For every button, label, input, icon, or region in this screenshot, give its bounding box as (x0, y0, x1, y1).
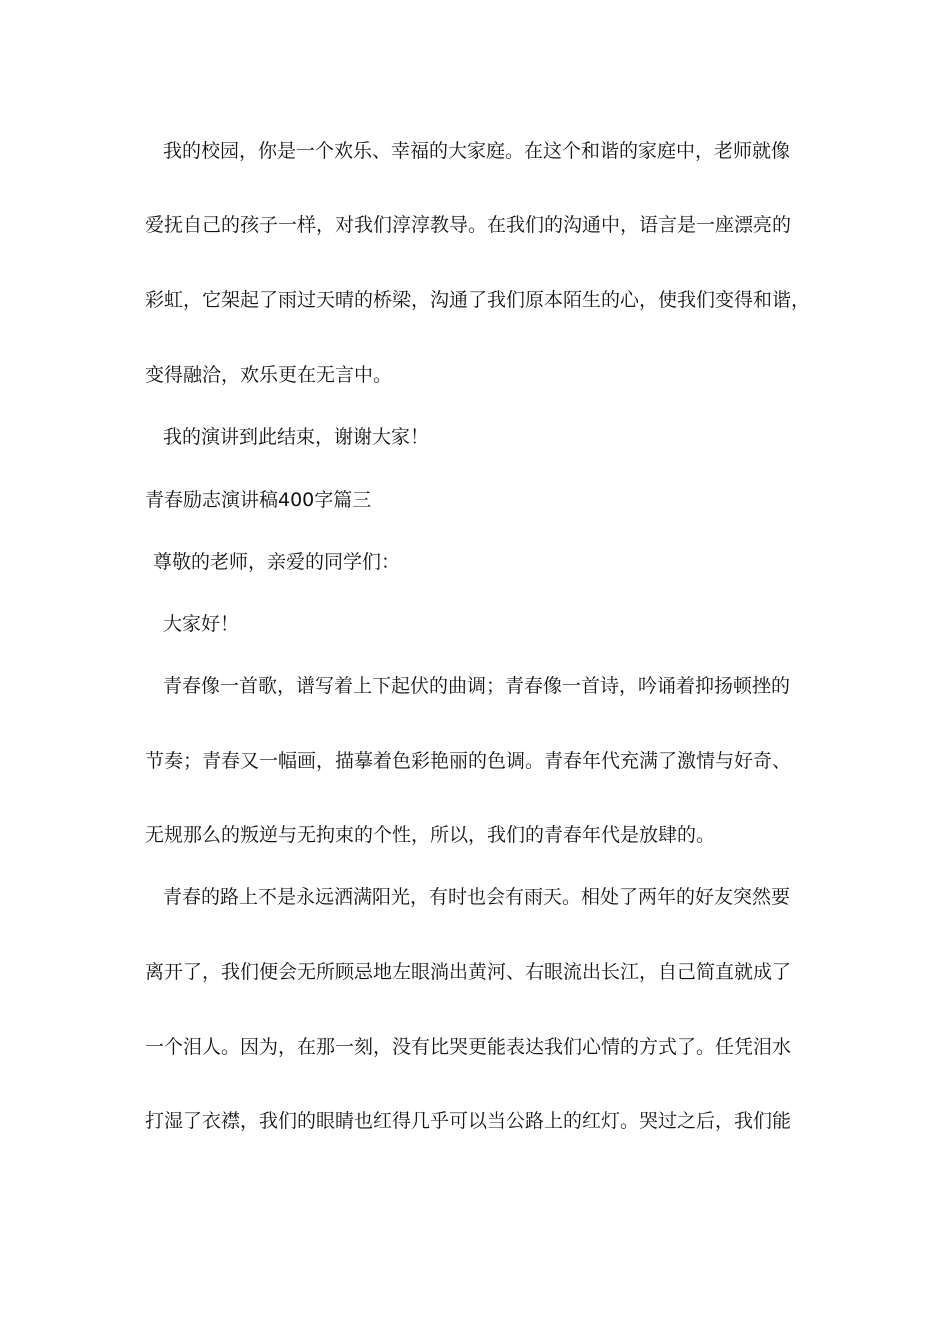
paragraph-3-line-1: 青春的路上不是永远洒满阳光，有时也会有雨天。相处了两年的好友突然要 (163, 886, 791, 908)
closing-line: 我的演讲到此结束，谢谢大家！ (163, 426, 430, 448)
salutation-line: 尊敬的老师，亲爱的同学们： (153, 551, 401, 573)
paragraph-1-line-3: 彩虹，它架起了雨过天晴的桥梁，沟通了我们原本陌生的心，使我们变得和谐， (145, 289, 811, 311)
paragraph-2-line-1: 青春像一首歌，谱写着上下起伏的曲调；青春像一首诗，吟诵着抑扬顿挫的 (163, 675, 791, 697)
paragraph-1-line-2: 爱抚自己的孩子一样，对我们淳淳教导。在我们的沟通中，语言是一座漂亮的 (145, 214, 792, 236)
paragraph-3-line-4: 打湿了衣襟，我们的眼睛也红得几乎可以当公路上的红灯。哭过之后，我们能 (145, 1110, 792, 1132)
paragraph-1-line-4: 变得融洽，欢乐更在无言中。 (145, 364, 393, 386)
greeting-line: 大家好！ (163, 613, 240, 635)
section-heading: 青春励志演讲稿400字篇三 (145, 489, 372, 511)
paragraph-2-line-2: 节奏；青春又一幅画，描摹着色彩艳丽的色调。青春年代充满了激情与好奇、 (145, 750, 792, 772)
paragraph-2-line-3: 无规那么的叛逆与无拘束的个性，所以，我们的青春年代是放肆的。 (145, 824, 716, 846)
paragraph-3-line-2: 离开了，我们便会无所顾忌地左眼淌出黄河、右眼流出长江，自己简直就成了 (145, 961, 792, 983)
paragraph-1-line-1: 我的校园，你是一个欢乐、幸福的大家庭。在这个和谐的家庭中，老师就像 (163, 140, 791, 162)
paragraph-3-line-3: 一个泪人。因为，在那一刻，没有比哭更能表达我们心情的方式了。任凭泪水 (145, 1036, 792, 1058)
